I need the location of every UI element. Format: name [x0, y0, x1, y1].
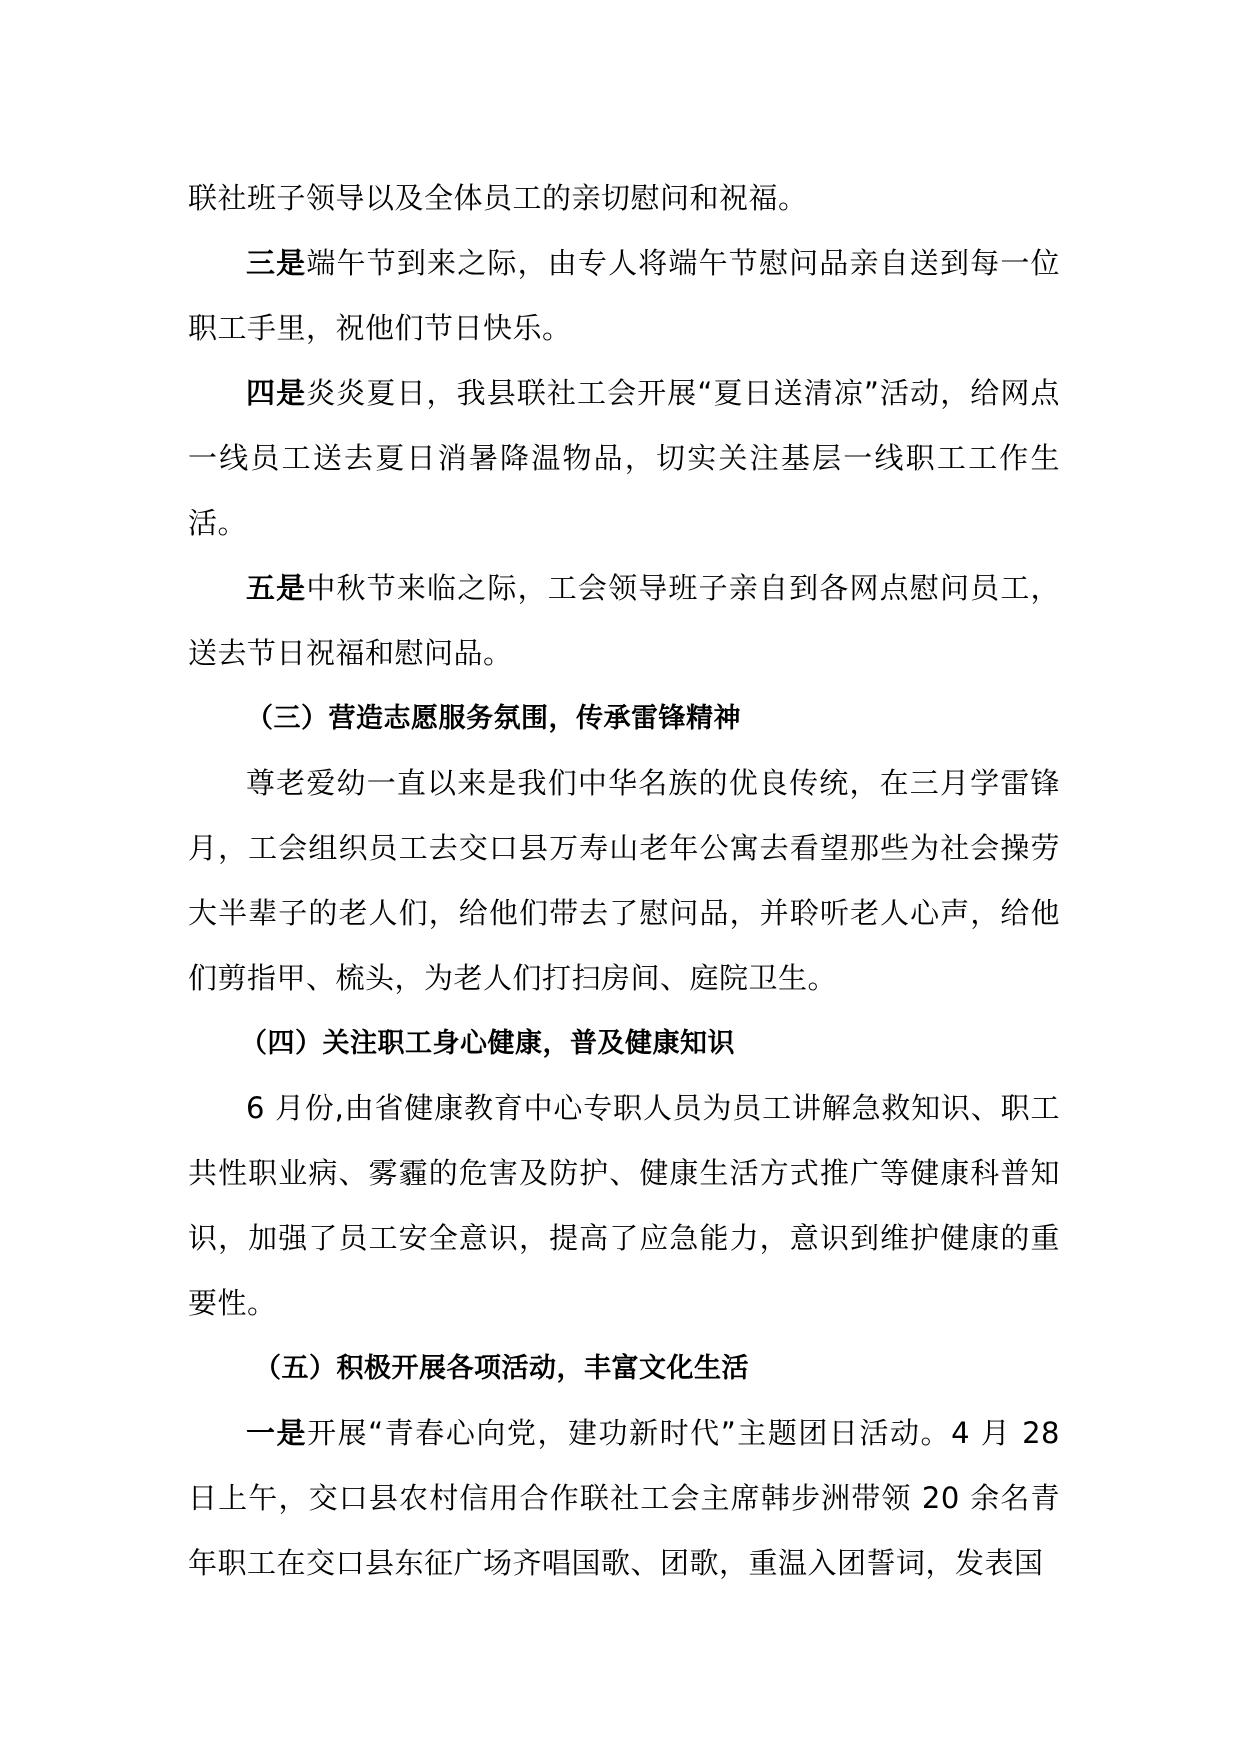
paragraph-text: 中秋节来临之际，工会领导班子亲自到各网点慰问员工，送去节日祝福和慰问品。 — [188, 571, 1060, 670]
paragraph-lead: 五是 — [246, 571, 307, 605]
paragraph-item-three — [188, 231, 1060, 361]
paragraph-health: 6 月份,由省健康教育中心专职人员为员工讲解急救知识、职工共性职业病、雾霾的危害及防护、健康生活方式推广等健康科普知识，加强了员工安全意识，提高了应急能力，意识到维护健康的重要性。 — [188, 1091, 1060, 1320]
section-heading-four: （四）关注职工身心健康，普及健康知识 — [240, 1028, 735, 1059]
paragraph-text: 开展“青春心向党，建功新时代”主题团日活动。4 月 28 日上午，交口县农村信用合作联社工会主席韩步洲带领 20 余名青年职工在交口县东征广场齐唱国歌、团歌，重温入团誓词，发表国 — [188, 1416, 1060, 1580]
section-heading-five: （五）积极开展各项活动，丰富文化生活 — [254, 1353, 749, 1384]
document-body — [188, 166, 1060, 1596]
paragraph-lead: 三是 — [246, 246, 307, 280]
paragraph-lead: 一是 — [246, 1416, 308, 1450]
paragraph-lead: 四是 — [246, 376, 307, 410]
paragraph-text: 端午节到来之际，由专人将端午节慰问品亲自送到每一位职工手里，祝他们节日快乐。 — [188, 246, 1060, 345]
paragraph-continuation: 联社班子领导以及全体员工的亲切慰问和祝福。 — [188, 181, 808, 215]
paragraph-item-four — [188, 361, 1060, 556]
paragraph-text: 炎炎夏日，我县联社工会开展“夏日送清凉”活动，给网点一线员工送去夏日消暑降温物品，切实关注基层一线职工工作生活。 — [188, 376, 1060, 540]
paragraph-volunteer: 尊老爱幼一直以来是我们中华名族的优良传统，在三月学雷锋月，工会组织员工去交口县万寿山老年公寓去看望那些为社会操劳大半辈子的老人们，给他们带去了慰问品，并聆听老人心声，给他们剪指甲、梳头，为老人们打扫房间、庭院卫生。 — [188, 766, 1060, 995]
paragraph-item-five — [188, 556, 1060, 686]
paragraph-item-one — [188, 1401, 1060, 1596]
section-heading-three: （三）营造志愿服务氛围，传承雷锋精神 — [246, 703, 741, 734]
